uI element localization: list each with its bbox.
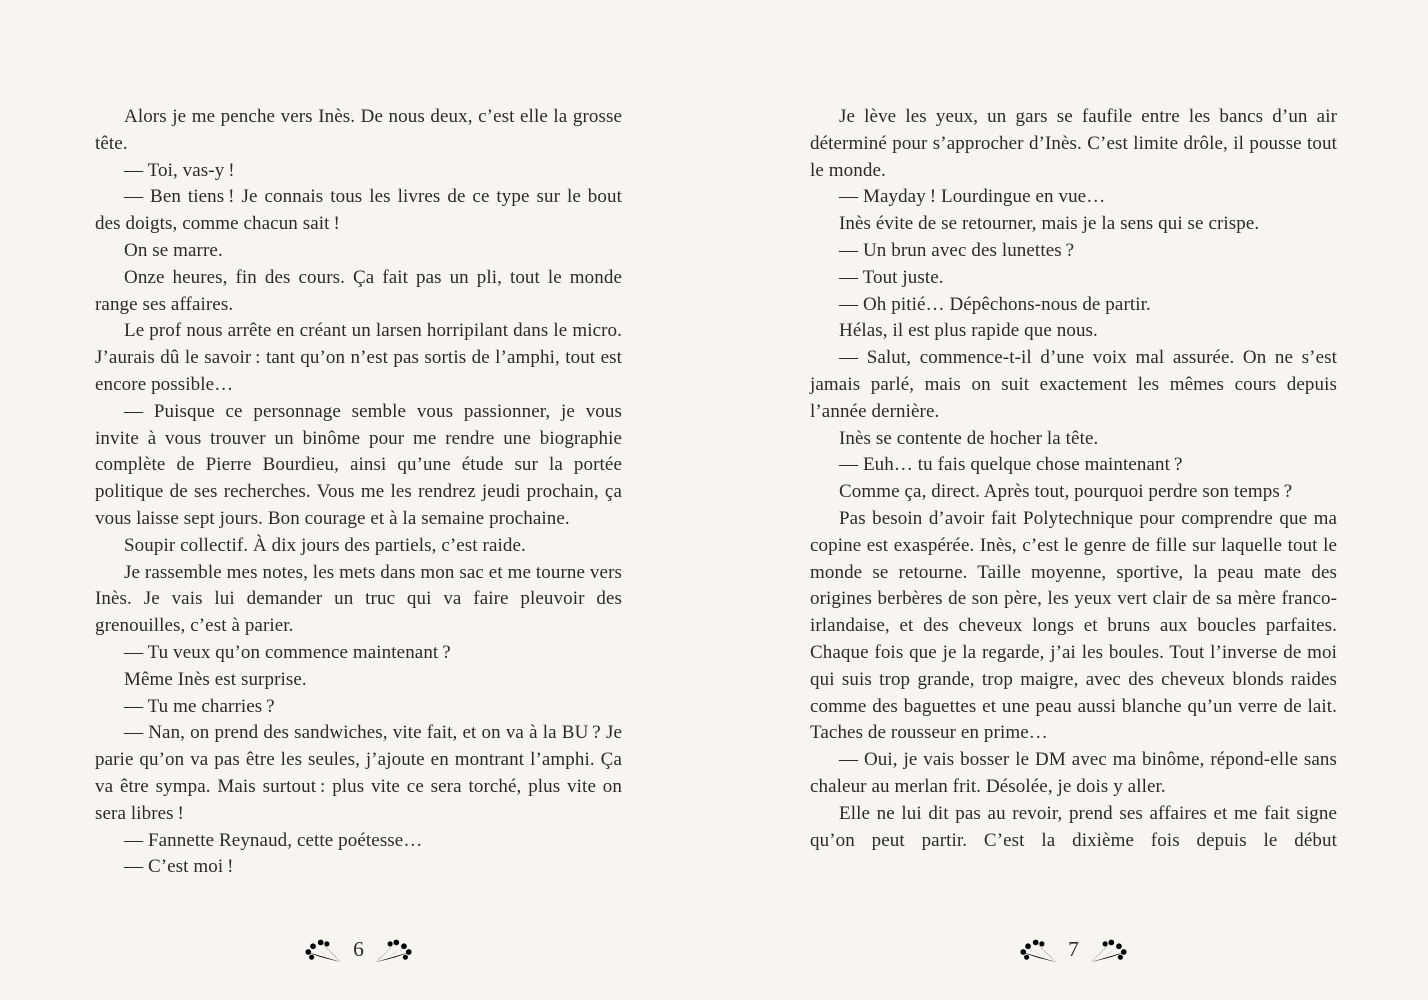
paragraph: On se marre.: [124, 239, 223, 261]
page-number: 6: [353, 936, 364, 961]
paragraph: — Tu me charries ?: [124, 695, 275, 717]
paragraph: — Euh… tu fais quelque chose maintenant ?: [839, 454, 1183, 476]
paragraph: Comme ça, direct. Après tout, pourquoi perdre son temps ?: [839, 481, 1293, 503]
paragraph: — Oui, je vais bosser le DM avec ma binôme, répond-elle sans chaleur au merlan frit. Désolée, je dois y aller.: [810, 749, 1337, 797]
paragraph: Alors je me penche vers Inès. De nous deux, c’est elle la grosse tête.: [95, 106, 622, 154]
paragraph: Je rassemble mes notes, les mets dans mon sac et me tourne vers Inès. Je vais lui demander un truc qui va faire pleuvoir des grenouilles, c’est à parier.: [95, 561, 622, 637]
paragraph: Elle ne lui dit pas au revoir, prend ses affaires et me fait signe qu’on peut partir. C’est la dixième fois depuis le début: [810, 802, 1337, 851]
paragraph: — Un brun avec des lunettes ?: [839, 239, 1075, 261]
page-right: [810, 0, 1337, 1000]
paragraph: — Toi, vas-y !: [124, 159, 235, 181]
berry-sprig-icon: [1019, 938, 1059, 965]
page-footer: [810, 930, 1337, 972]
paragraph: Onze heures, fin des cours. Ça fait pas un pli, tout le monde range ses affaires.: [95, 266, 622, 315]
paragraph: — Ben tiens ! Je connais tous les livres de ce type sur le bout des doigts, comme chacun sait !: [95, 186, 622, 235]
paragraph: — Puisque ce personnage semble vous passionner, je vous invite à vous trouver un binôme pour me rendre une biographie complète de Pierre Bourdieu, ainsi qu’une étude sur la portée politique de ses recherches. Vous me les rendrez jeudi prochain, ça vous laisse sept jours. Bon courage et à la semaine prochaine.: [95, 400, 622, 529]
paragraph: — Tu veux qu’on commence maintenant ?: [124, 641, 451, 663]
page-text: [810, 104, 1337, 854]
berry-sprig-icon: [373, 938, 413, 965]
berry-sprig-icon: [304, 938, 344, 965]
paragraph: Hélas, il est plus rapide que nous.: [839, 320, 1098, 342]
paragraph: — Fannette Reynaud, cette poétesse…: [124, 829, 423, 851]
paragraph: Même Inès est surprise.: [124, 668, 307, 690]
paragraph: Inès évite de se retourner, mais je la sens qui se crispe.: [839, 213, 1260, 235]
page-text: [95, 104, 622, 881]
paragraph: — Mayday ! Lourdingue en vue…: [839, 186, 1106, 208]
berry-sprig-icon: [1088, 938, 1128, 965]
paragraph: — C’est moi !: [124, 856, 234, 878]
paragraph: Le prof nous arrête en créant un larsen horripilant dans le micro. J’aurais dû le savoir : tant qu’on n’est pas sortis de l’amphi, tout est encore possible…: [95, 320, 622, 395]
paragraph: Pas besoin d’avoir fait Polytechnique pour comprendre que ma copine est exaspérée. Inès, c’est le genre de fille sur laquelle tout le monde se retourne. Taille moyenne, sportive, la peau mate des origines berbères de son père, les yeux vert clair de sa mère franco-irlandaise, et des cheveux longs et bruns aux boucles parfaites. Chaque fois que je la regarde, j’ai les boules. Tout l’inverse de moi qui suis trop grande, trop maigre, avec des cheveux blonds raides comme des baguettes et une peau aussi blanche qu’un verre de lait. Taches de rousseur en prime…: [810, 507, 1337, 744]
paragraph: Inès se contente de hocher la tête.: [839, 427, 1099, 449]
paragraph: — Nan, on prend des sandwiches, vite fait, et on va à la BU ? Je parie qu’on va pas être les seules, j’ajoute en montrant l’amphi. Ça va être sympa. Mais surtout : plus vite ce sera torché, plus vite on sera libres !: [95, 722, 622, 824]
paragraph: — Tout juste.: [839, 266, 944, 288]
paragraph: — Salut, commence-t-il d’une voix mal assurée. On ne s’est jamais parlé, mais on suit exactement les mêmes cours depuis l’année dernière.: [810, 347, 1337, 422]
paragraph: — Oh pitié… Dépêchons-nous de partir.: [839, 293, 1151, 315]
paragraph: Je lève les yeux, un gars se faufile entre les bancs d’un air déterminé pour s’approcher d’Inès. C’est limite drôle, il pousse tout le monde.: [810, 106, 1337, 181]
paragraph: Soupir collectif. À dix jours des partiels, c’est raide.: [124, 534, 526, 556]
page-left: [95, 0, 622, 1000]
page-number: 7: [1068, 936, 1079, 961]
page-footer: [95, 930, 622, 972]
